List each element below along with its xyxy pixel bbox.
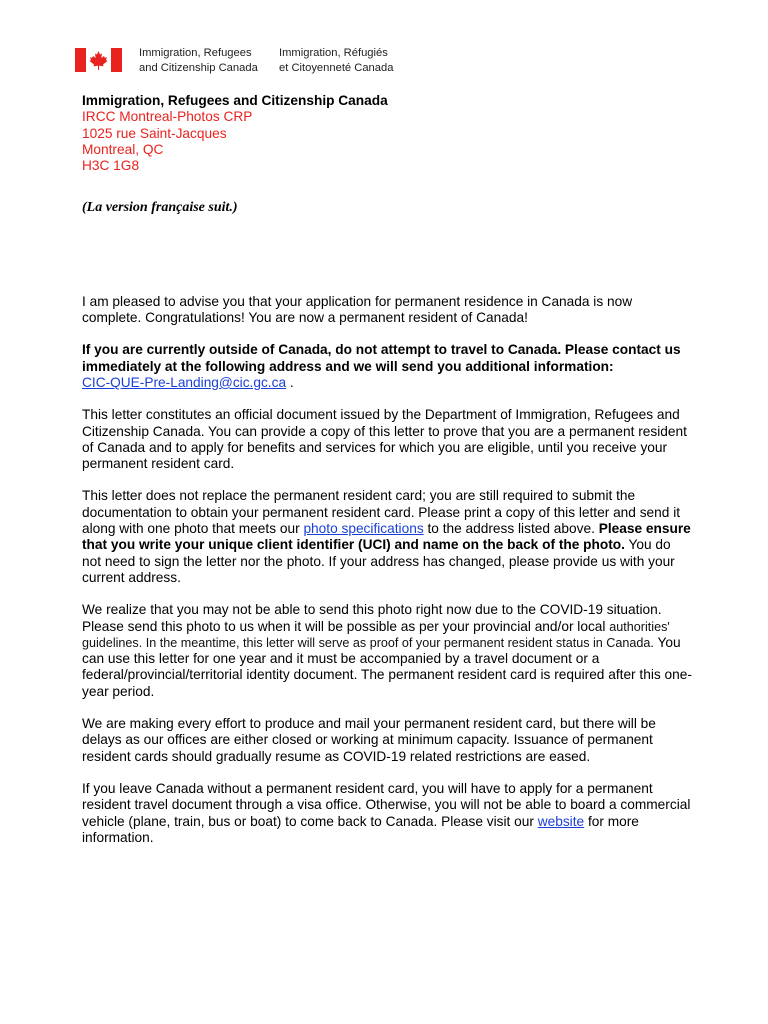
department-name-english bbox=[139, 46, 258, 75]
pre-landing-email-link[interactable]: CIC-QUE-Pre-Landing@cic.gc.ca bbox=[82, 374, 287, 390]
uci-instruction: Please ensure that you write your unique client identifier (UCI) and name on the back of the photo. bbox=[82, 521, 691, 553]
paragraph-official-document: This letter constitutes an official document issued by the Department of Immigration, Refugees and Citizenship Canada. You can provide a copy of this letter to prove that you are a permanent resident of Canada and to apply for benefits and services for which you are eligible, until you receive your permanent resident card. bbox=[82, 407, 687, 472]
address-line1: IRCC Montreal-Photos CRP bbox=[82, 109, 253, 125]
dept-fr-line1: Immigration, Réfugiés bbox=[279, 47, 388, 59]
photo-specifications-link[interactable]: photo specifications bbox=[303, 521, 424, 537]
email-period: . bbox=[286, 374, 294, 390]
photo-text-c: You do not need to sign the letter nor the photo. If your address has changed, please provide us with your current address. bbox=[82, 537, 675, 585]
paragraph-congratulations: I am pleased to advise you that your application for permanent residence in Canada is now complete. Congratulations! You are now a permanent resident of Canada! bbox=[82, 293, 633, 326]
outside-canada-warning: If you are currently outside of Canada, do not attempt to travel to Canada. Please contact us immediately at the following address and we will send you additional information: bbox=[82, 342, 681, 374]
address-line4: H3C 1G8 bbox=[82, 158, 140, 174]
paragraph-photo-request bbox=[82, 488, 692, 586]
dept-en-line2: and Citizenship Canada bbox=[139, 61, 258, 74]
paragraph-outside-canada bbox=[82, 342, 692, 391]
covid-text-b: You can use this letter for one year and it must be accompanied by a travel document or a federal/provincial/territorial identity document. The permanent resident card is required after this one-year period. bbox=[82, 634, 692, 699]
paragraph-covid bbox=[82, 602, 692, 700]
address-title: Immigration, Refugees and Citizenship Canada bbox=[82, 93, 388, 108]
french-version-note: (La version française suit.) bbox=[82, 200, 238, 216]
photo-text-a: This letter does not replace the permanent resident card; you are still required to submit the documentation to obtain your permanent resident card. Please print a copy of this letter and send it along with one photo that meets our bbox=[82, 488, 681, 537]
paragraph-travel-document bbox=[82, 781, 692, 846]
website-link[interactable]: website bbox=[537, 813, 585, 829]
dept-en-line1: Immigration, Refugees bbox=[139, 47, 252, 59]
recipient-address bbox=[82, 93, 692, 174]
dept-fr-line2: et Citoyenneté Canada bbox=[279, 61, 394, 74]
canada-flag-icon bbox=[75, 48, 122, 72]
travel-text-b: for more information. bbox=[82, 813, 639, 845]
paragraph-card-delays: We are making every effort to produce and mail your permanent resident card, but there will be delays as our offices are either closed or working at minimum capacity. Issuance of permanent resident cards should gradually resume as COVID-19 related restrictions are eased. bbox=[82, 716, 656, 764]
covid-text-light: authorities' guidelines. In the meantime, this letter will serve as proof of your permanent resident status in Canada. bbox=[82, 619, 670, 650]
photo-text-b: to the address listed above. bbox=[423, 521, 599, 537]
covid-text-a: We realize that you may not be able to send this photo right now due to the COVID-19 situation. Please send this photo to us when it will be possible as per your provincial and/or local bbox=[82, 602, 662, 634]
travel-text-a: If you leave Canada without a permanent resident card, you will have to apply for a permanent resident travel document through a visa office. Otherwise, you will not be able to board a commercial vehicle (plane, train, bus or boat) to come back to Canada. Please visit our bbox=[82, 780, 691, 829]
address-line3: Montreal, QC bbox=[82, 141, 164, 157]
department-name-french bbox=[279, 46, 393, 75]
letter-body bbox=[82, 93, 692, 846]
address-line2: 1025 rue Saint-Jacques bbox=[82, 125, 227, 141]
